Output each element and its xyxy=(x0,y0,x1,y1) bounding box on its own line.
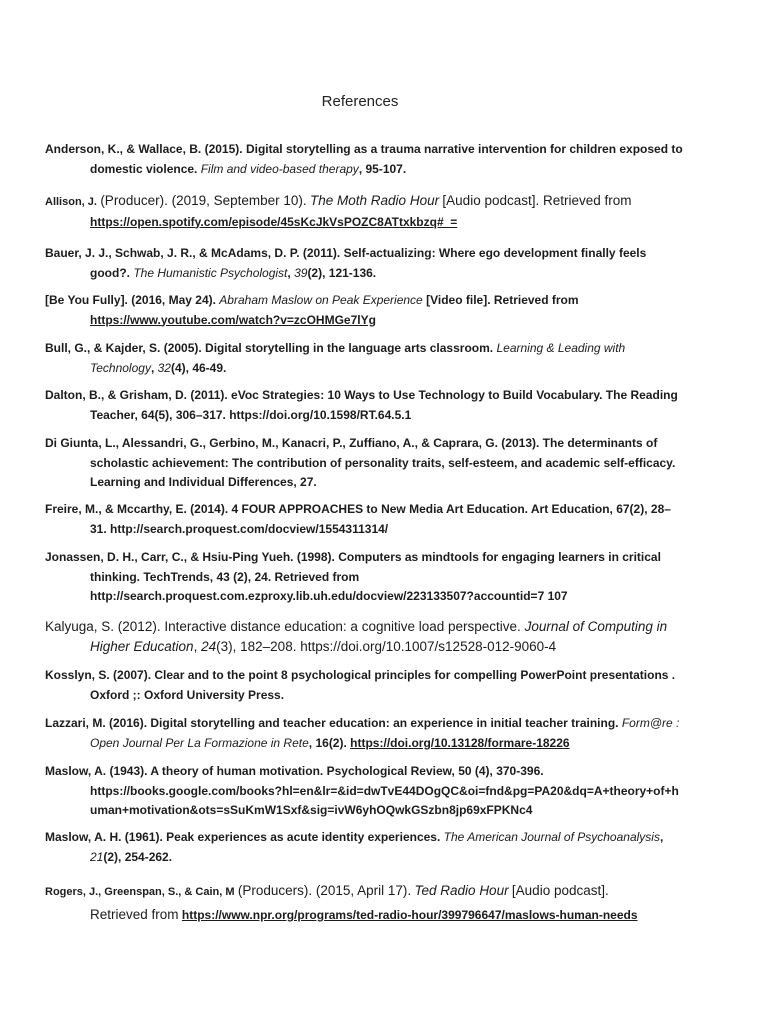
page-title: References xyxy=(321,93,399,110)
reference-kalyuga: Kalyuga, S. (2012). Interactive distance education: a cognitive load perspective. Journal of Computing in Higher Education, 24(3), 182–208. https://doi.org/10.1007/s12528-012-9060-4 xyxy=(45,619,668,654)
reference-bull: Bull, G., & Kajder, S. (2005). Digital storytelling in the language arts classroom. Learning & Leading with Technology, 32(4), 46-49. xyxy=(45,341,626,375)
reference-dalton: Dalton, B., & Grisham, D. (2011). eVoc Strategies: 10 Ways to Use Technology to Build Vocabulary. The Reading Teacher, 64(5), 306–317. https://doi.org/10.1598/RT.64.5.1 xyxy=(45,388,678,422)
reference-kosslyn: Kosslyn, S. (2007). Clear and to the point 8 psychological principles for compelling PowerPoint presentations . Oxford ;: Oxford University Press. xyxy=(45,668,676,702)
reference-di-giunta: Di Giunta, L., Alessandri, G., Gerbino, M., Kanacri, P., Zuffiano, A., & Caprara, G. (2013). The determinants of scholastic achievement: The contribution of personality traits, self-esteem, and academic self-efficacy. Learning and Individual Differences, 27. xyxy=(45,436,676,489)
reference-bauer: Bauer, J. J., Schwab, J. R., & McAdams, D. P. (2011). Self-actualizing: Where ego development finally feels good?. The Humanistic Psychologist, 39(2), 121-136. xyxy=(45,246,647,280)
doi-link[interactable]: https://doi.org/10.13128/formare-18226 xyxy=(350,735,570,750)
reference-maslow-1961: Maslow, A. H. (1961). Peak experiences as acute identity experiences. The American Journal of Psychoanalysis, 21(2), 254-262. xyxy=(45,830,664,864)
reference-lazzari: Lazzari, M. (2016). Digital storytelling and teacher education: an experience in initial teacher training. Form@re : Open Journal Per La Formazione in Rete, 16(2). https://doi.org/10.13128/formare-18226 xyxy=(45,716,680,750)
reference-freire: Freire, M., & Mccarthy, E. (2014). 4 FOUR APPROACHES to New Media Art Education. Art Education, 67(2), 28– 31. http://search.proquest.com/docview/1554311314/ xyxy=(45,502,671,536)
reference-jonassen: Jonassen, D. H., Carr, C., & Hsiu-Ping Yueh. (1998). Computers as mindtools for engaging learners in critical thinking. TechTrends, 43 (2), 24. Retrieved from http://search.proquest.com.ezproxy.lib.uh.edu/docview/223133507?accountid=7 107 xyxy=(45,550,661,603)
youtube-link[interactable]: https://www.youtube.com/watch?v=zcOHMGe7lYg xyxy=(90,312,376,327)
ref-line: Anderson, K., & Wallace, B. (2015). Digital storytelling as a trauma narrative intervention for children exposed to xyxy=(45,142,683,156)
reference-maslow-1943: Maslow, A. (1943). A theory of human motivation. Psychological Review, 50 (4), 370-396. https://books.google.com/books?hl=en&lr=&id=dwTvE44DOgQC&oi=fnd&pg=PA20&dq=A+theory+of+h uman+motivation&ots=sSuKmW1Sxf&sig=ivW6yhOQwkGSzbn8jp69xFPKNc4 xyxy=(45,764,679,817)
reference-be-you-fully: [Be You Fully]. (2016, May 24). Abraham Maslow on Peak Experience [Video file]. Retrieved from https://www.youtube.com/watch?v=zcOHMGe7lYg xyxy=(45,293,579,327)
reference-rogers: Rogers, J., Greenspan, S., & Cain, M (Producers). (2015, April 17). Ted Radio Hour [Audio podcast]. Retrieved from https://www.npr.org/programs/ted-radio-hour/399796647/maslows-human-needs xyxy=(45,883,638,922)
reference-allison: Allison, J. (Producer). (2019, September 10). The Moth Radio Hour [Audio podcast]. Retrieved from https://open.spotify.com/episode/45sKcJkVsPOZC8ATtxkbzq#_= xyxy=(45,193,632,229)
reference-anderson: Anderson, K., & Wallace, B. (2015). Digital storytelling as a trauma narrative intervention for children exposed to domestic violence. Film and video-based therapy, 95-107. xyxy=(45,140,685,179)
npr-link[interactable]: https://www.npr.org/programs/ted-radio-hour/399796647/maslows-human-needs xyxy=(181,908,638,922)
allison-link[interactable]: https://open.spotify.com/episode/45sKcJkVsPOZC8ATtxkbzq#_= xyxy=(90,214,458,229)
